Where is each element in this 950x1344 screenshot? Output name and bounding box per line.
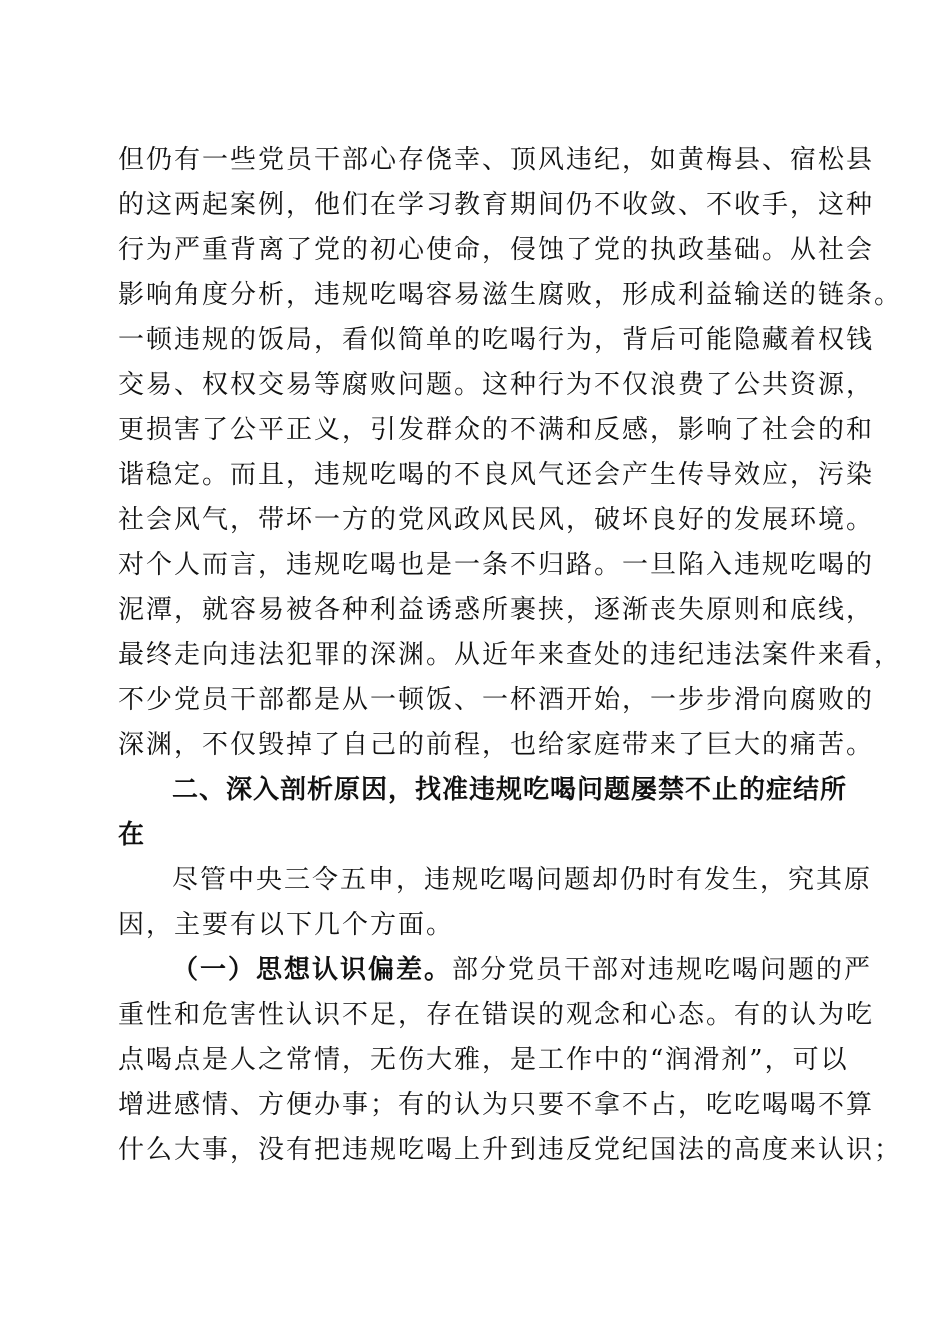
text-line: 因，主要有以下几个方面。 (118, 910, 455, 940)
text-line: 点喝点是人之常情，无伤大雅，是工作中的“润滑剂”，可以 (118, 1045, 849, 1075)
text-line: 什么大事，没有把违规吃喝上升到违反党纪国法的高度来认识； (118, 1135, 903, 1165)
text-line: 交易、权权交易等腐败问题。这种行为不仅浪费了公共资源， (118, 370, 875, 400)
text-line: 重性和危害性认识不足，存在错误的观念和心态。有的认为吃 (118, 1000, 875, 1030)
text-line: 行为严重背离了党的初心使命，侵蚀了党的执政基础。从社会 (118, 235, 875, 265)
section-heading (118, 768, 848, 858)
text-line: 最终走向违法犯罪的深渊。从近年来查处的违纪违法案件来看， (118, 640, 903, 670)
text-span: 部分党员干部对违规吃喝问题的严 (452, 955, 873, 985)
text-line (118, 948, 873, 993)
text-line: 影响角度分析，违规吃喝容易滋生腐败，形成利益输送的链条。 (118, 280, 903, 310)
paragraph-consequences (118, 138, 903, 768)
text-line: 不少党员干部都是从一顿饭、一杯酒开始，一步步滑向腐败的 (118, 685, 875, 715)
text-line: 社会风气，带坏一方的党风政风民风，破坏良好的发展环境。 (118, 505, 875, 535)
text-line: 谐稳定。而且，违规吃喝的不良风气还会产生传导效应，污染 (118, 460, 875, 490)
paragraph-intro (118, 858, 873, 948)
text-line: 一顿违规的饭局，看似简单的吃喝行为，背后可能隐藏着权钱 (118, 325, 875, 355)
text-line: 泥潭，就容易被各种利益诱惑所裹挟，逐渐丧失原则和底线， (118, 595, 875, 625)
heading-line: 二、深入剖析原因，找准违规吃喝问题屡禁不止的症结所 (172, 775, 848, 805)
heading-line: 在 (118, 820, 146, 850)
text-line: 深渊，不仅毁掉了自己的前程，也给家庭带来了巨大的痛苦。 (118, 730, 875, 760)
text-line: 但仍有一些党员干部心存侥幸、顶风违纪，如黄梅县、宿松县 (118, 145, 875, 175)
text-line: 的这两起案例，他们在学习教育期间仍不收敛、不收手，这种 (118, 190, 875, 220)
document-page (118, 138, 903, 1173)
paragraph-ideology (118, 948, 903, 1173)
text-line: 更损害了公平正义，引发群众的不满和反感，影响了社会的和 (118, 415, 875, 445)
text-line: 尽管中央三令五申，违规吃喝问题却仍时有发生，究其原 (172, 865, 873, 895)
text-line: 增进感情、方便办事；有的认为只要不拿不占，吃吃喝喝不算 (118, 1090, 875, 1120)
subsection-heading: （一）思想认识偏差。 (172, 955, 453, 985)
text-line: 对个人而言，违规吃喝也是一条不归路。一旦陷入违规吃喝的 (118, 550, 875, 580)
